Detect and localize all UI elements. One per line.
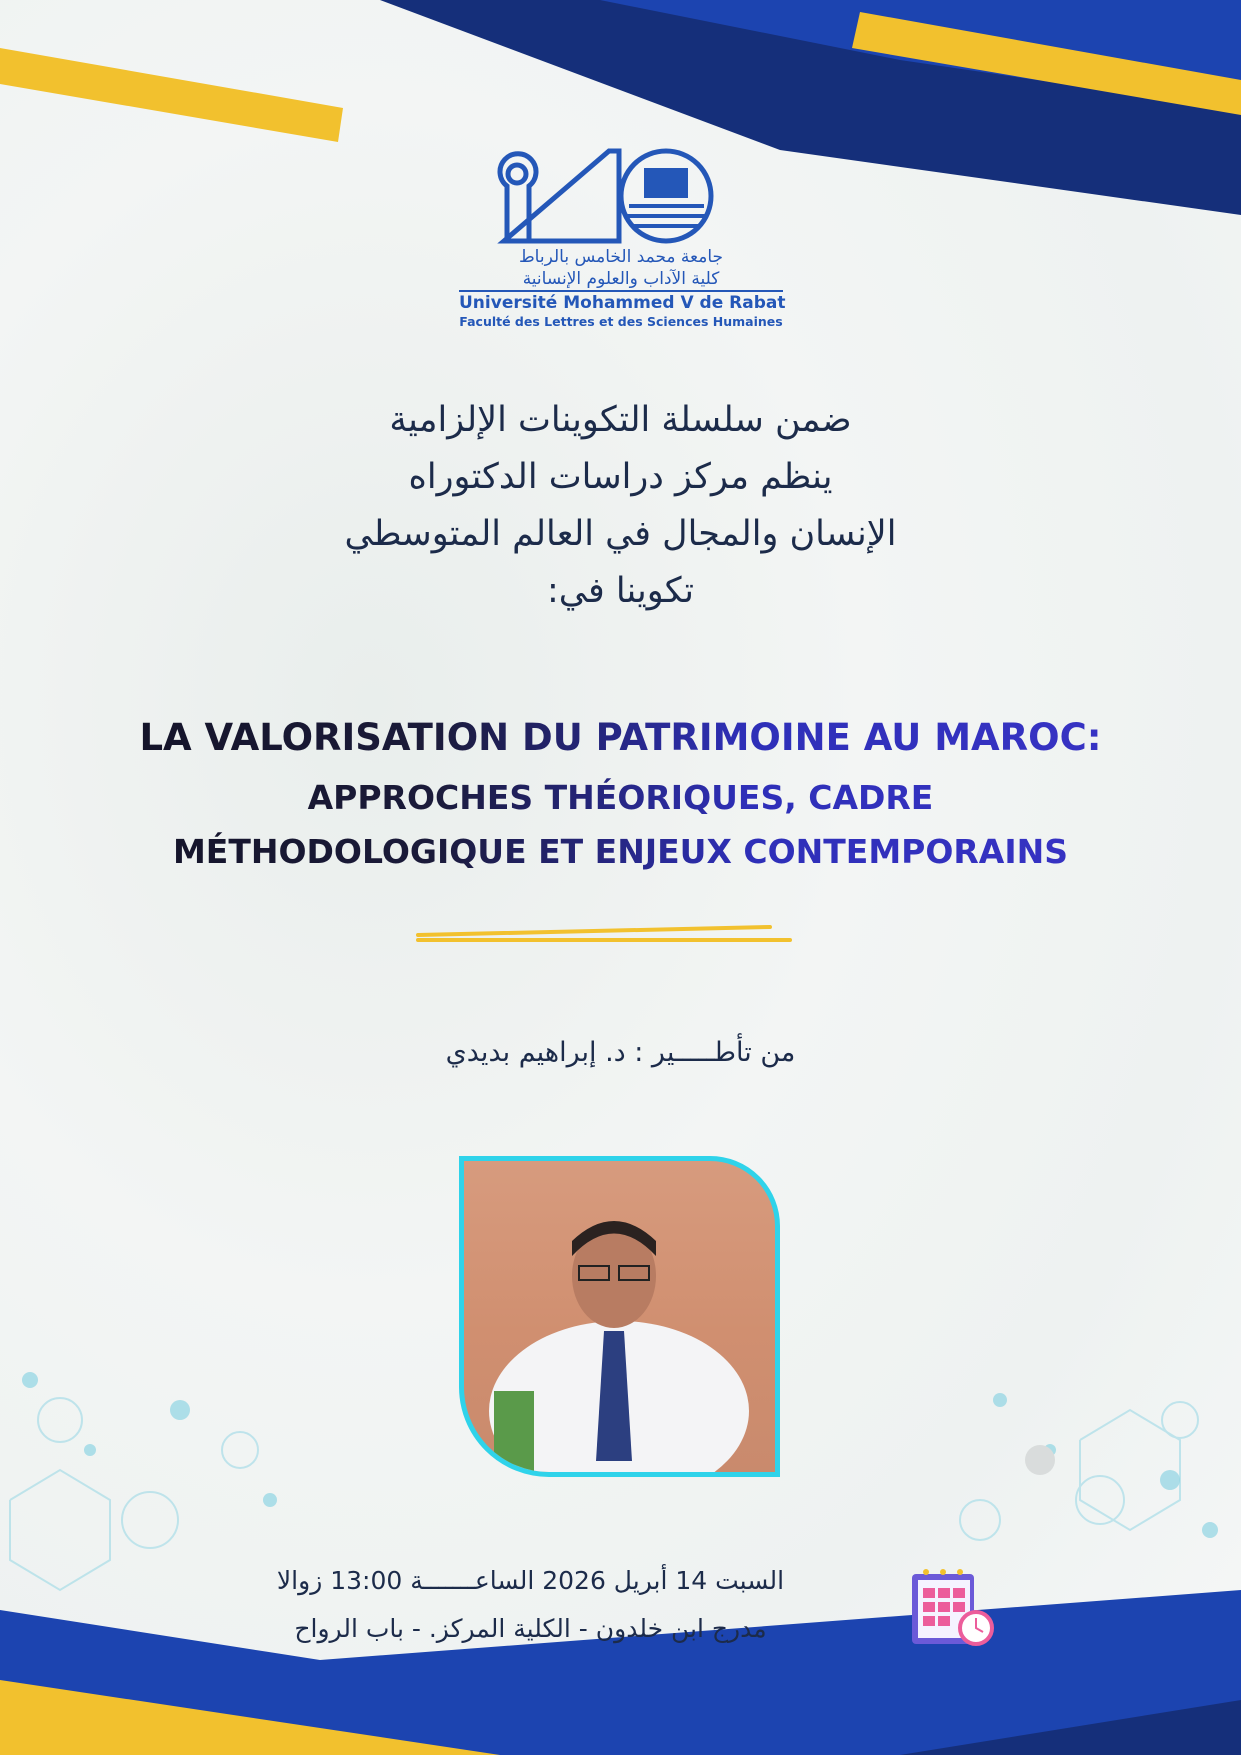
intro-line-3: الإنسان والمجال في العالم المتوسطي	[344, 514, 897, 554]
title-line-2: APPROCHES THÉORIQUES, CADRE	[0, 778, 1241, 817]
title-line-1: LA VALORISATION DU PATRIMOINE AU MAROC:	[0, 716, 1241, 759]
calendar-clock-icon	[906, 1566, 998, 1648]
event-location: مدرج ابن خلدون - الكلية المركز. - باب الرواح	[294, 1614, 767, 1643]
logo-french-line2: Faculté des Lettres et des Sciences Humaines	[459, 314, 783, 330]
presenter-portrait-image	[464, 1161, 775, 1472]
university-logo	[419, 146, 823, 331]
presenter-line: من تأطـــــير : د. إبراهيم بديدي	[445, 1037, 796, 1068]
intro-line-4: تكوينا في:	[547, 571, 694, 611]
logo-french-line1: Université Mohammed V de Rabat	[459, 290, 783, 314]
intro-line-1: ضمن سلسلة التكوينات الإلزامية	[389, 400, 852, 440]
intro-line-2: ينظم مركز دراسات الدكتوراه	[408, 457, 833, 497]
yellow-underline-1	[418, 927, 770, 935]
title-line-3: MÉTHODOLOGIQUE ET ENJEUX CONTEMPORAINS	[0, 832, 1241, 871]
logo-arabic-line1: جامعة محمد الخامس بالرباط	[518, 247, 724, 267]
logo-arabic-line2: كلية الآداب والعلوم الإنسانية	[522, 269, 720, 290]
presenter-photo	[459, 1156, 780, 1477]
university-emblem-icon	[459, 146, 783, 246]
top-left-yellow-stripe	[0, 48, 343, 142]
event-date-time: السبت 14 أبريل 2026 الساعـــــــة 13:00 زوالا	[276, 1566, 785, 1595]
